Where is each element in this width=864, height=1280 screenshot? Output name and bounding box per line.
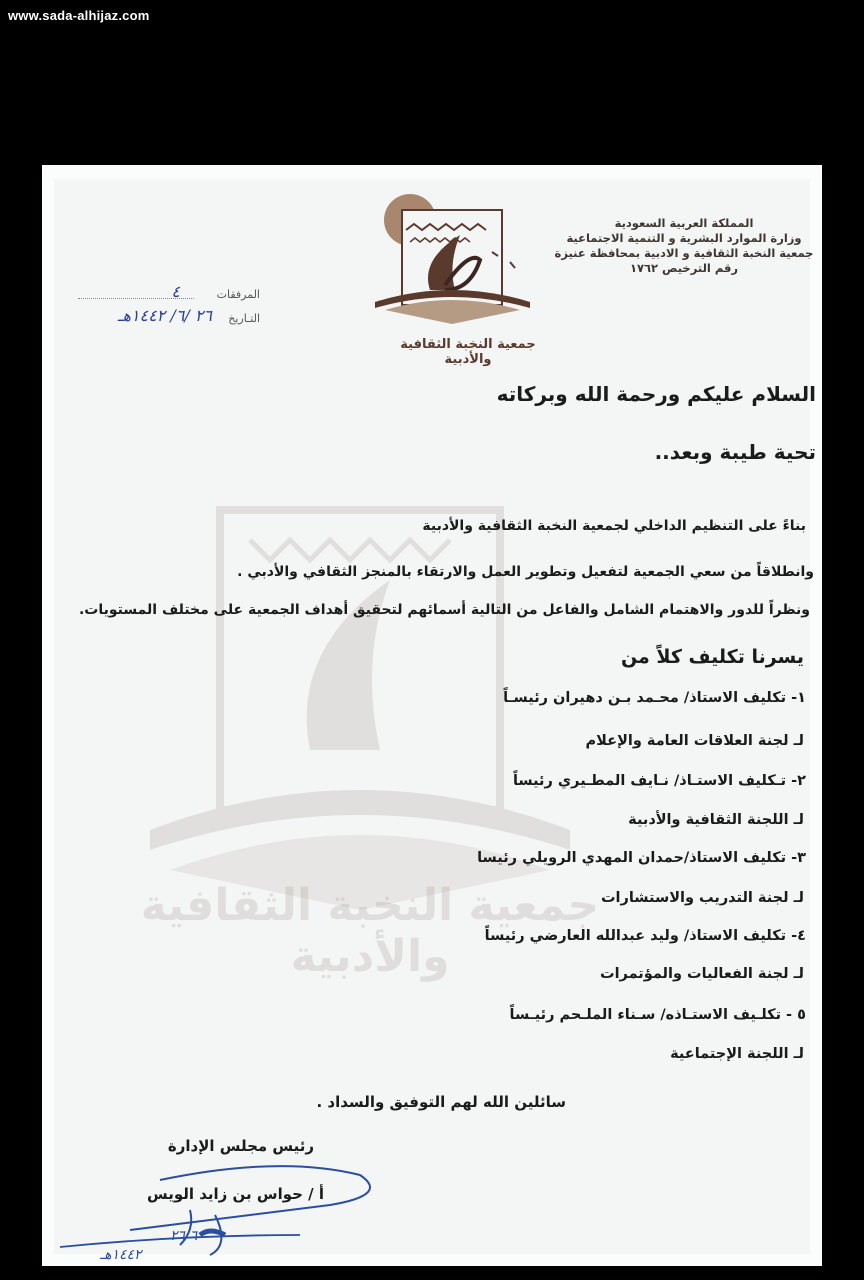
assignment-2-committee: لـ اللجنة الثقافية والأدبية [628,812,804,828]
assignment-4-committee: لـ لجنة الفعاليات والمؤتمرات [600,966,804,982]
signature-title: رئيس مجلس الإدارة [167,1137,314,1155]
org-line-license: رقم الترخيص ١٧٦٢ [629,261,739,275]
date-value: ٢٦ /٦/ ١٤٤٢هـ [117,306,212,325]
assignment-4-line: ٤- تكليف الاستاذ/ وليد عبدالله العارضي رئيساً [484,928,806,944]
document-meta [60,282,260,334]
assignment-2-line: ٢- تـكليف الاستـاذ/ نـايف المطـيري رئيساً [512,773,806,789]
date-label: التـاريخ [228,312,260,325]
assignment-3-committee: لـ لجنة التدريب والاستشارات [600,890,804,906]
org-line-ministry: وزارة الموارد البشرية و التنمية الاجتماعية [566,231,802,245]
organization-header [554,216,814,276]
signature-date-1: ٢٦/٦ [170,1228,198,1244]
association-logo [370,190,560,330]
handwritten-signature [60,1135,380,1265]
assignment-1-line: ١- تكليف الاستاذ/ محـمد بـن دهيران رئيسـاً [503,690,806,706]
assignment-5-line: ٥ - تكلـيف الاستـاذه/ سـناء الملـحم رئيـساً [509,1007,806,1023]
greeting-salutation: السلام عليكم ورحمة الله وبركاته [496,382,816,406]
background-logo-text: جمعية النخبة الثقافية والأدبية [140,880,600,982]
site-watermark: www.sada-alhijaz.com [8,8,150,23]
signature-date-2: ١٤٤٢هـ [100,1247,142,1263]
attachments-label: المرفقات [216,288,260,301]
greeting-opening: تحية طيبة وبعد.. [654,440,816,464]
closing-line: سائلين الله لهم التوفيق والسداد . [316,1093,566,1111]
logo-caption: جمعية النخبة الثقافية والأدبية [400,337,536,367]
org-line-association: جمعية النخبة الثقافية و الادبية بمحافظة عنيزة [554,246,814,260]
assignment-heading: يسرنا تكليف كلاً من [620,646,804,668]
date-row [60,306,260,334]
org-line-country: المملكة العربية السعودية [614,216,754,230]
paragraph-1: بناءً على التنظيم الداخلي لجمعية النخبة الثقافية والأدبية [422,518,806,534]
assignment-5-committee: لـ اللجنة الإجتماعية [670,1046,804,1062]
assignment-1-committee: لـ لجنة العلاقات العامة والإعلام [585,733,804,749]
signatory-name: أ / حواس بن زايد الويس [146,1185,324,1203]
attachments-value: ٤ [171,282,180,301]
paragraph-3: ونظراً للدور والاهتمام الشامل والفاعل من التالية أسمائهم لتحقيق أهداف الجمعية على مختلف المستويات. [78,602,810,618]
paragraph-2: وانطلاقاً من سعي الجمعية لتفعيل وتطوير العمل والارتقاء بالمنجز الثقافي والأدبي . [237,564,814,580]
assignment-3-line: ٣- تكليف الاستاذ/حمدان المهدي الرويلي رئيسا [477,850,806,866]
